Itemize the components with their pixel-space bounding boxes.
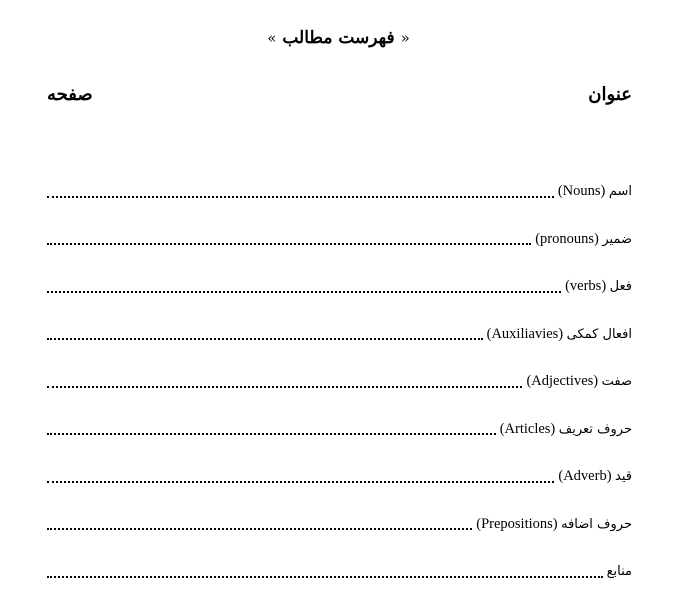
column-header-topic: عنوان — [588, 84, 632, 105]
toc-entry — [47, 406, 632, 454]
toc-entry-english: (Adjectives) — [526, 373, 599, 390]
toc-entry-label — [556, 183, 632, 200]
toc-entry — [47, 453, 632, 501]
toc-entry-label — [498, 421, 632, 438]
dot-leader — [47, 337, 483, 340]
dot-leader — [47, 575, 603, 578]
dot-leader — [47, 527, 472, 530]
toc-entry-label — [556, 468, 632, 485]
toc-entry-persian: حروف تعریف — [558, 421, 632, 437]
table-of-contents — [47, 168, 632, 596]
toc-entry — [47, 358, 632, 406]
column-header-page: صفحه — [47, 84, 93, 105]
toc-entry-english: (Articles) — [499, 420, 556, 437]
toc-entry-label — [533, 231, 632, 248]
title-text: فهرست مطالب — [282, 28, 395, 48]
toc-entry-label — [605, 564, 632, 580]
toc-entry-english: (pronouns) — [535, 230, 599, 247]
toc-entry-english: (verbs) — [565, 278, 607, 295]
toc-entry-persian: منابع — [606, 563, 632, 579]
title-open-quote: « — [400, 29, 410, 47]
column-header-row — [47, 84, 632, 110]
toc-entry — [47, 548, 632, 596]
toc-entry — [47, 263, 632, 311]
toc-entry-label — [524, 373, 632, 390]
toc-entry-label — [485, 326, 632, 343]
dot-leader — [47, 195, 554, 198]
toc-entry-persian: صفت — [601, 374, 632, 390]
dot-leader — [47, 432, 496, 435]
dot-leader — [47, 290, 561, 293]
toc-entry-persian: حروف اضافه — [561, 516, 632, 532]
toc-entry-persian: افعال کمکی — [566, 326, 632, 342]
toc-entry-english: (Adverb) — [558, 468, 612, 485]
toc-entry-english: (Auxiliavies) — [486, 325, 564, 342]
toc-entry-label — [563, 278, 632, 295]
toc-entry — [47, 311, 632, 359]
dot-leader — [47, 242, 531, 245]
toc-entry — [47, 216, 632, 264]
toc-entry — [47, 501, 632, 549]
toc-entry-english: (Prepositions) — [476, 515, 558, 532]
dot-leader — [47, 385, 522, 388]
toc-entry-label — [474, 516, 632, 533]
toc-entry-persian: ضمیر — [602, 231, 632, 247]
page-title — [0, 28, 677, 48]
toc-entry-persian: فعل — [609, 279, 632, 295]
title-close-quote: » — [267, 29, 277, 47]
toc-entry-persian: اسم — [608, 184, 632, 200]
toc-entry — [47, 168, 632, 216]
toc-entry-english: (Nouns) — [557, 183, 606, 200]
toc-entry-persian: قید — [615, 469, 632, 485]
dot-leader — [47, 480, 554, 483]
